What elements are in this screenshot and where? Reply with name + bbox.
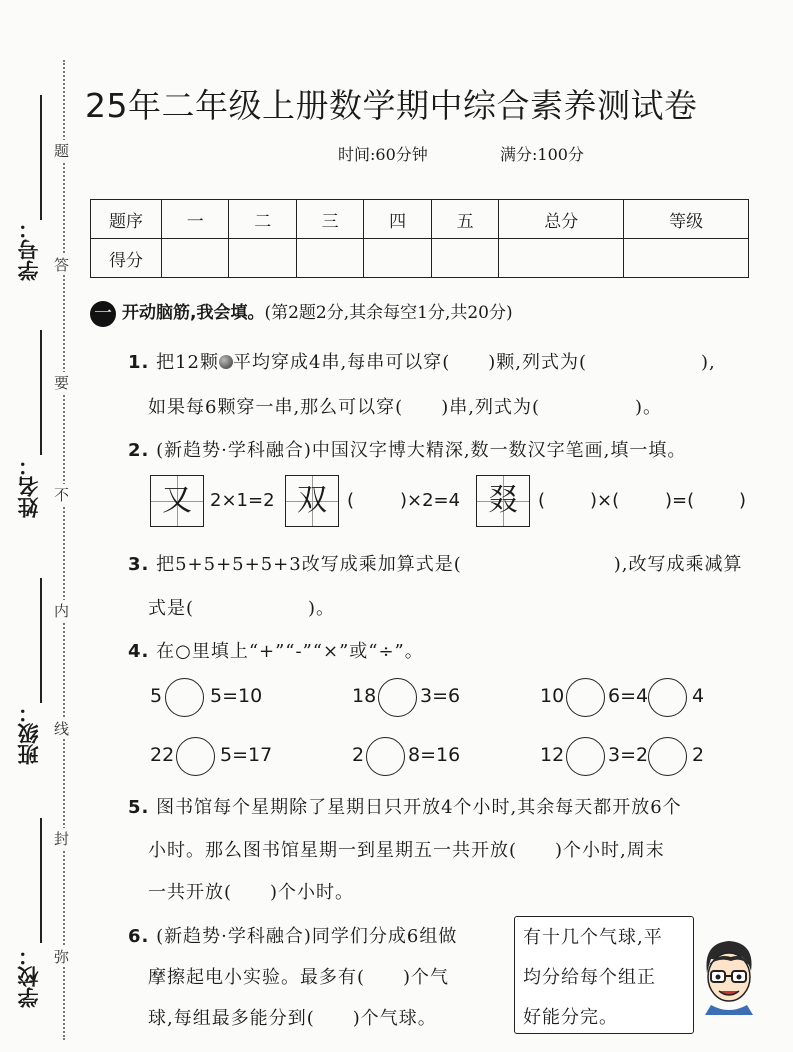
operator-circle[interactable]	[176, 737, 215, 776]
bead-icon	[219, 355, 233, 369]
score-input-cell[interactable]	[162, 239, 229, 278]
operand: 10	[540, 685, 565, 707]
score-input-cell[interactable]	[296, 239, 363, 278]
question-2-line-1	[128, 436, 686, 462]
name-label: 姓名：	[17, 455, 41, 518]
question-5-line-1	[128, 793, 682, 819]
seal-char: 不	[54, 486, 70, 504]
question-6-line-1	[128, 922, 457, 948]
score-table-header-row	[91, 200, 749, 239]
operand: 2	[352, 744, 365, 766]
character-box-shuang	[285, 475, 339, 527]
table-cell: 三	[296, 200, 363, 239]
section-title: 开动脑筋,我会填。	[122, 303, 265, 323]
question-1-line-1	[128, 348, 716, 374]
operand: 22	[150, 744, 175, 766]
table-cell: 五	[431, 200, 498, 239]
equation-text: 5=17	[220, 744, 273, 766]
hint-box	[514, 916, 694, 1034]
question-number: 2.	[128, 440, 150, 461]
table-cell: 题序	[91, 200, 162, 239]
operator-circle[interactable]	[648, 678, 687, 717]
margin-line-2	[40, 330, 42, 455]
equation-text: 3=6	[420, 685, 461, 707]
character: 又	[162, 483, 192, 518]
question-number: 5.	[128, 797, 150, 818]
operand: 18	[352, 685, 377, 707]
seal-char: 题	[54, 142, 70, 160]
question-4-line-1	[128, 637, 424, 663]
seal-dotted-line	[63, 60, 65, 1040]
student-id-label: 学号：	[17, 218, 41, 281]
score-input-cell[interactable]	[431, 239, 498, 278]
hint-text: 有十几个气球,平	[523, 927, 663, 948]
equation-text: 6=4	[608, 685, 649, 707]
question-text: 把12颗	[156, 352, 220, 373]
seal-char: 答	[54, 256, 70, 274]
equation-text: 5=10	[210, 685, 263, 707]
equation-text: 3=2	[608, 744, 649, 766]
section-number-badge: 一	[90, 301, 116, 327]
question-text: 平均穿成4串,每串可以穿( )颗,列式为( ),	[233, 352, 716, 373]
score-input-cell[interactable]	[624, 239, 749, 278]
character-box-you	[150, 475, 204, 527]
character: 双	[297, 483, 327, 518]
operator-circle[interactable]	[566, 737, 605, 776]
equation-text: 8=16	[408, 744, 461, 766]
table-cell: 等级	[624, 200, 749, 239]
question-text: (新趋势·学科融合)同学们分成6组做	[156, 926, 458, 947]
question-3-line-2: 式是( )。	[148, 598, 336, 619]
margin-line-4	[40, 818, 42, 943]
school-label: 学校：	[17, 945, 41, 1008]
score-table	[90, 199, 749, 278]
hint-text: 均分给每个组正	[523, 967, 656, 988]
operator-circle[interactable]	[366, 737, 405, 776]
table-cell: 总分	[499, 200, 624, 239]
table-cell: 四	[364, 200, 431, 239]
page-title: 25年二年级上册数学期中综合素养测试卷	[85, 86, 698, 125]
question-5-line-2: 小时。那么图书馆星期一到星期五一共开放( )个小时,周末	[148, 840, 665, 861]
character-box-zhuo	[476, 475, 530, 527]
full-score: 满分:100分	[500, 145, 584, 164]
score-table-score-row	[91, 239, 749, 278]
operator-circle[interactable]	[165, 678, 204, 717]
teacher-cartoon-icon	[697, 935, 761, 1015]
equation-text: )=(	[665, 490, 695, 511]
question-text: 在○里填上“+”“-”“×”或“÷”。	[156, 641, 424, 662]
question-text: 把5+5+5+5+3改写成乘加算式是( ),改写成乘减算	[156, 554, 743, 575]
question-number: 6.	[128, 926, 150, 947]
table-cell: 一	[162, 200, 229, 239]
section-heading	[90, 298, 513, 327]
operand: 2	[692, 744, 705, 766]
equation-text: (	[538, 490, 546, 511]
equation-text: 2×1=2	[210, 490, 275, 511]
score-input-cell[interactable]	[229, 239, 296, 278]
score-input-cell[interactable]	[499, 239, 624, 278]
character: 叕	[488, 483, 518, 518]
question-6-line-2: 摩擦起电小实验。最多有( )个气	[148, 967, 450, 988]
equation-text: )	[739, 490, 747, 511]
table-cell: 得分	[91, 239, 162, 278]
seal-char: 内	[54, 602, 70, 620]
question-number: 3.	[128, 554, 150, 575]
question-number: 4.	[128, 641, 150, 662]
operator-circle[interactable]	[648, 737, 687, 776]
equation-text: )×(	[590, 490, 620, 511]
equation-text: )×2=4	[400, 490, 461, 511]
section-note: (第2题2分,其余每空1分,共20分)	[264, 303, 513, 323]
seal-char: 封	[54, 830, 70, 848]
seal-char: 线	[54, 720, 70, 738]
class-label: 班级：	[17, 702, 41, 765]
question-5-line-3: 一共开放( )个小时。	[148, 882, 355, 903]
operator-circle[interactable]	[378, 678, 417, 717]
question-text: (新趋势·学科融合)中国汉字博大精深,数一数汉字笔画,填一填。	[156, 440, 687, 461]
question-text: 图书馆每个星期除了星期日只开放4个小时,其余每天都开放6个	[156, 797, 682, 818]
question-1-line-2: 如果每6颗穿一串,那么可以穿( )串,列式为( )。	[148, 397, 662, 418]
operand: 5	[150, 685, 163, 707]
time-limit: 时间:60分钟	[338, 145, 428, 164]
margin-line-3	[40, 578, 42, 703]
margin-line-1	[40, 95, 42, 220]
seal-char: 弥	[54, 948, 70, 966]
score-input-cell[interactable]	[364, 239, 431, 278]
question-number: 1.	[128, 352, 150, 373]
question-3-line-1	[128, 550, 742, 576]
equation-text: (	[347, 490, 355, 511]
operator-circle[interactable]	[566, 678, 605, 717]
question-6-line-3: 球,每组最多能分到( )个气球。	[148, 1008, 437, 1029]
seal-char: 要	[54, 374, 70, 392]
operand: 12	[540, 744, 565, 766]
hint-text: 好能分完。	[523, 1007, 618, 1028]
operand: 4	[692, 685, 705, 707]
table-cell: 二	[229, 200, 296, 239]
